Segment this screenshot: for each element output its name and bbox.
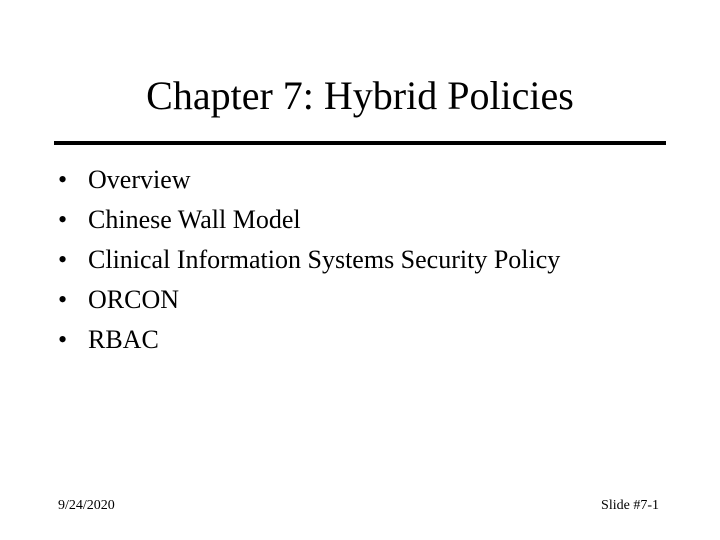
bullet-icon: •: [58, 205, 68, 234]
bullet-text: Chinese Wall Model: [88, 205, 301, 234]
bullet-text: ORCON: [88, 285, 180, 314]
bullet-icon: •: [58, 325, 68, 354]
list-item: [58, 160, 560, 200]
list-item: [58, 240, 560, 280]
footer-date: 9/24/2020: [58, 498, 115, 513]
bullet-text: Clinical Information Systems Security Policy: [88, 245, 561, 274]
footer-slide-number: Slide #7-1: [601, 498, 659, 513]
list-item: [58, 280, 560, 320]
slide-title: Chapter 7: Hybrid Policies: [146, 73, 574, 118]
list-item: [58, 320, 560, 360]
bullet-text: Overview: [88, 165, 191, 194]
bullet-icon: •: [58, 285, 68, 314]
bullet-text: RBAC: [88, 325, 159, 354]
bullet-list: [58, 160, 560, 360]
list-item: [58, 200, 560, 240]
title-divider: [54, 141, 666, 145]
bullet-icon: •: [58, 245, 68, 274]
bullet-icon: •: [58, 165, 68, 194]
